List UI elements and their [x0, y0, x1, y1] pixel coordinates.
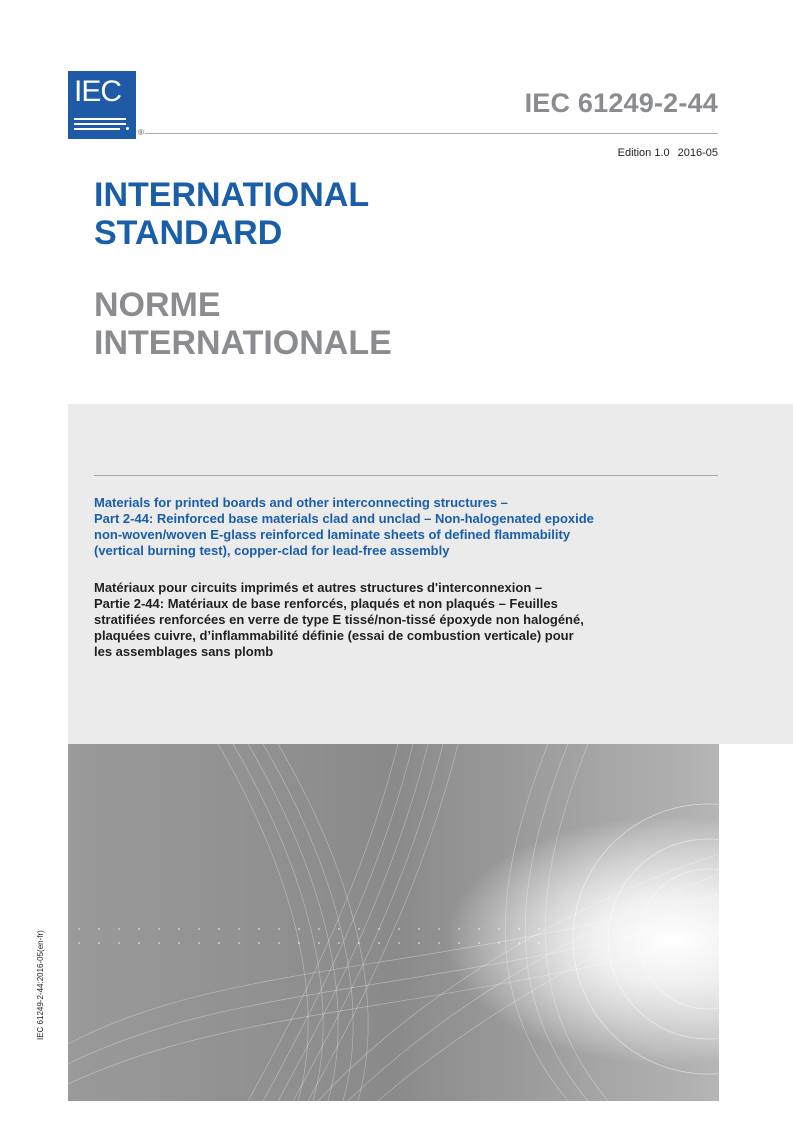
panel-rule — [94, 475, 718, 476]
title-english — [94, 176, 369, 252]
edition-line — [618, 147, 718, 159]
logo-line — [74, 123, 126, 125]
edition: Edition 1.0 — [617, 147, 670, 159]
iec-logo — [68, 71, 136, 139]
description-english-line: Part 2-44: Reinforced base materials clad and unclad – Non-halogenated epoxide — [94, 511, 594, 526]
title-french-line: NORME — [94, 286, 221, 324]
description-english-line: Materials for printed boards and other interconnecting structures – — [94, 495, 508, 510]
description-english-line: (vertical burning test), copper-clad for lead-free assembly — [94, 543, 450, 558]
description-french — [94, 580, 724, 660]
description-french-line: plaquées cuivre, d’inflammabilité définie (essai de combustion verticale) pour — [94, 628, 574, 643]
logo-dot — [126, 127, 129, 130]
header-rule — [145, 133, 718, 134]
logo-line — [74, 128, 120, 130]
spine-identifier: IEC 61249-2-44:2016-05(en-fr) — [36, 930, 45, 1040]
title-french-line: INTERNATIONALE — [94, 324, 392, 362]
description-french-line: stratifiées renforcées en verre de type E tissé/non-tissé époxyde non halogéné, — [94, 612, 584, 627]
standard-number: IEC 61249-2-44 — [524, 88, 718, 118]
description-french-line: Matériaux pour circuits imprimés et autres structures d'interconnexion – — [94, 580, 543, 595]
title-english-line: STANDARD — [94, 214, 283, 252]
description-french-line: les assemblages sans plomb — [94, 644, 274, 659]
description-english — [94, 495, 724, 559]
cover-artwork — [68, 744, 719, 1101]
description-english-line: non-woven/woven E-glass reinforced laminate sheets of defined flammability — [94, 527, 571, 542]
description-french-line: Partie 2-44: Matériaux de base renforcés, plaqués et non plaqués – Feuilles — [94, 596, 558, 611]
logo-line — [74, 118, 126, 120]
registered-mark: ® — [138, 128, 144, 137]
edition-date: 2016-05 — [677, 147, 718, 159]
description-panel — [68, 404, 793, 744]
title-french — [94, 286, 392, 362]
title-english-line: INTERNATIONAL — [94, 176, 370, 214]
logo-text: IEC — [74, 75, 122, 108]
